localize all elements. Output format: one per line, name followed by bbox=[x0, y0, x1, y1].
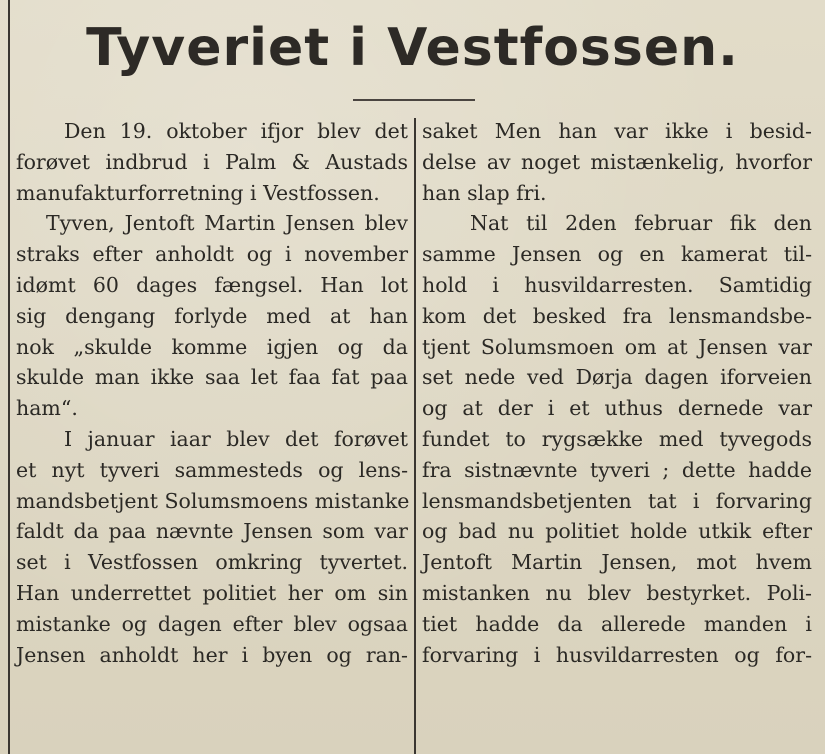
article-column-right bbox=[422, 116, 812, 670]
text-line: kom det besked fra lensmandsbe- bbox=[422, 303, 812, 328]
text-line: tiet hadde da allerede manden i bbox=[422, 611, 812, 636]
text-line: straks efter anholdt og i november bbox=[16, 242, 408, 267]
text-line: fra sistnævnte tyveri ; dette hadde bbox=[422, 457, 812, 482]
text-line: Tyven, Jentoft Martin Jensen blev bbox=[46, 211, 408, 236]
text-line: ham“. bbox=[16, 396, 78, 421]
text-line: Nat til 2den februar fik den bbox=[470, 211, 812, 236]
text-line: delse av noget mistænkelig, hvorfor bbox=[422, 149, 812, 174]
text-line: forvaring i husvildarresten og for- bbox=[422, 642, 812, 667]
text-line: han slap fri. bbox=[422, 180, 547, 205]
text-line: saket Men han var ikke i besid- bbox=[422, 119, 812, 143]
text-line: Den 19. oktober ifjor blev det bbox=[64, 119, 408, 143]
text-line: nok „skulde komme igjen og da bbox=[16, 334, 408, 359]
text-line: forøvet indbrud i Palm & Austads bbox=[16, 149, 408, 174]
text-line: I januar iaar blev det forøvet bbox=[64, 426, 408, 451]
text-line: mistanken nu blev bestyrket. Poli- bbox=[422, 580, 812, 605]
left-column-rule bbox=[8, 0, 10, 754]
article-column-left bbox=[16, 116, 408, 670]
text-line: og at der i et uthus dernede var bbox=[422, 396, 812, 421]
text-line: mandsbetjent Solumsmoens mistanke bbox=[16, 488, 410, 513]
text-line: idømt 60 dages fængsel. Han lot bbox=[16, 272, 408, 297]
text-line: fundet to rygsække med tyvegods bbox=[422, 426, 812, 451]
text-line: skulde man ikke saa let faa fat paa bbox=[16, 365, 408, 390]
text-line: hold i husvildarresten. Samtidig bbox=[422, 272, 812, 297]
text-line: set nede ved Dørja dagen iforveien bbox=[422, 365, 812, 390]
text-line: og bad nu politiet holde utkik efter bbox=[422, 519, 812, 544]
text-line: Jentoft Martin Jensen, mot hvem bbox=[422, 550, 812, 575]
column-divider bbox=[414, 118, 416, 754]
text-line: set i Vestfossen omkring tyvertet. bbox=[16, 550, 408, 575]
headline-rule bbox=[353, 99, 475, 101]
text-line: lensmandsbetjenten tat i forvaring bbox=[422, 488, 812, 513]
headline: Tyveriet i Vestfossen. bbox=[86, 18, 739, 78]
text-line: Jensen anholdt her i byen og ran- bbox=[16, 642, 408, 667]
text-line: manufakturforretning i Vestfossen. bbox=[16, 180, 380, 205]
text-line: tjent Solumsmoen om at Jensen var bbox=[422, 334, 812, 359]
text-line: faldt da paa nævnte Jensen som var bbox=[16, 519, 408, 544]
text-line: Han underrettet politiet her om sin bbox=[16, 580, 408, 605]
text-line: mistanke og dagen efter blev ogsaa bbox=[16, 611, 408, 636]
text-line: sig dengang forlyde med at han bbox=[16, 303, 408, 328]
text-line: et nyt tyveri sammesteds og lens- bbox=[16, 457, 408, 482]
text-line: samme Jensen og en kamerat til- bbox=[422, 242, 812, 267]
